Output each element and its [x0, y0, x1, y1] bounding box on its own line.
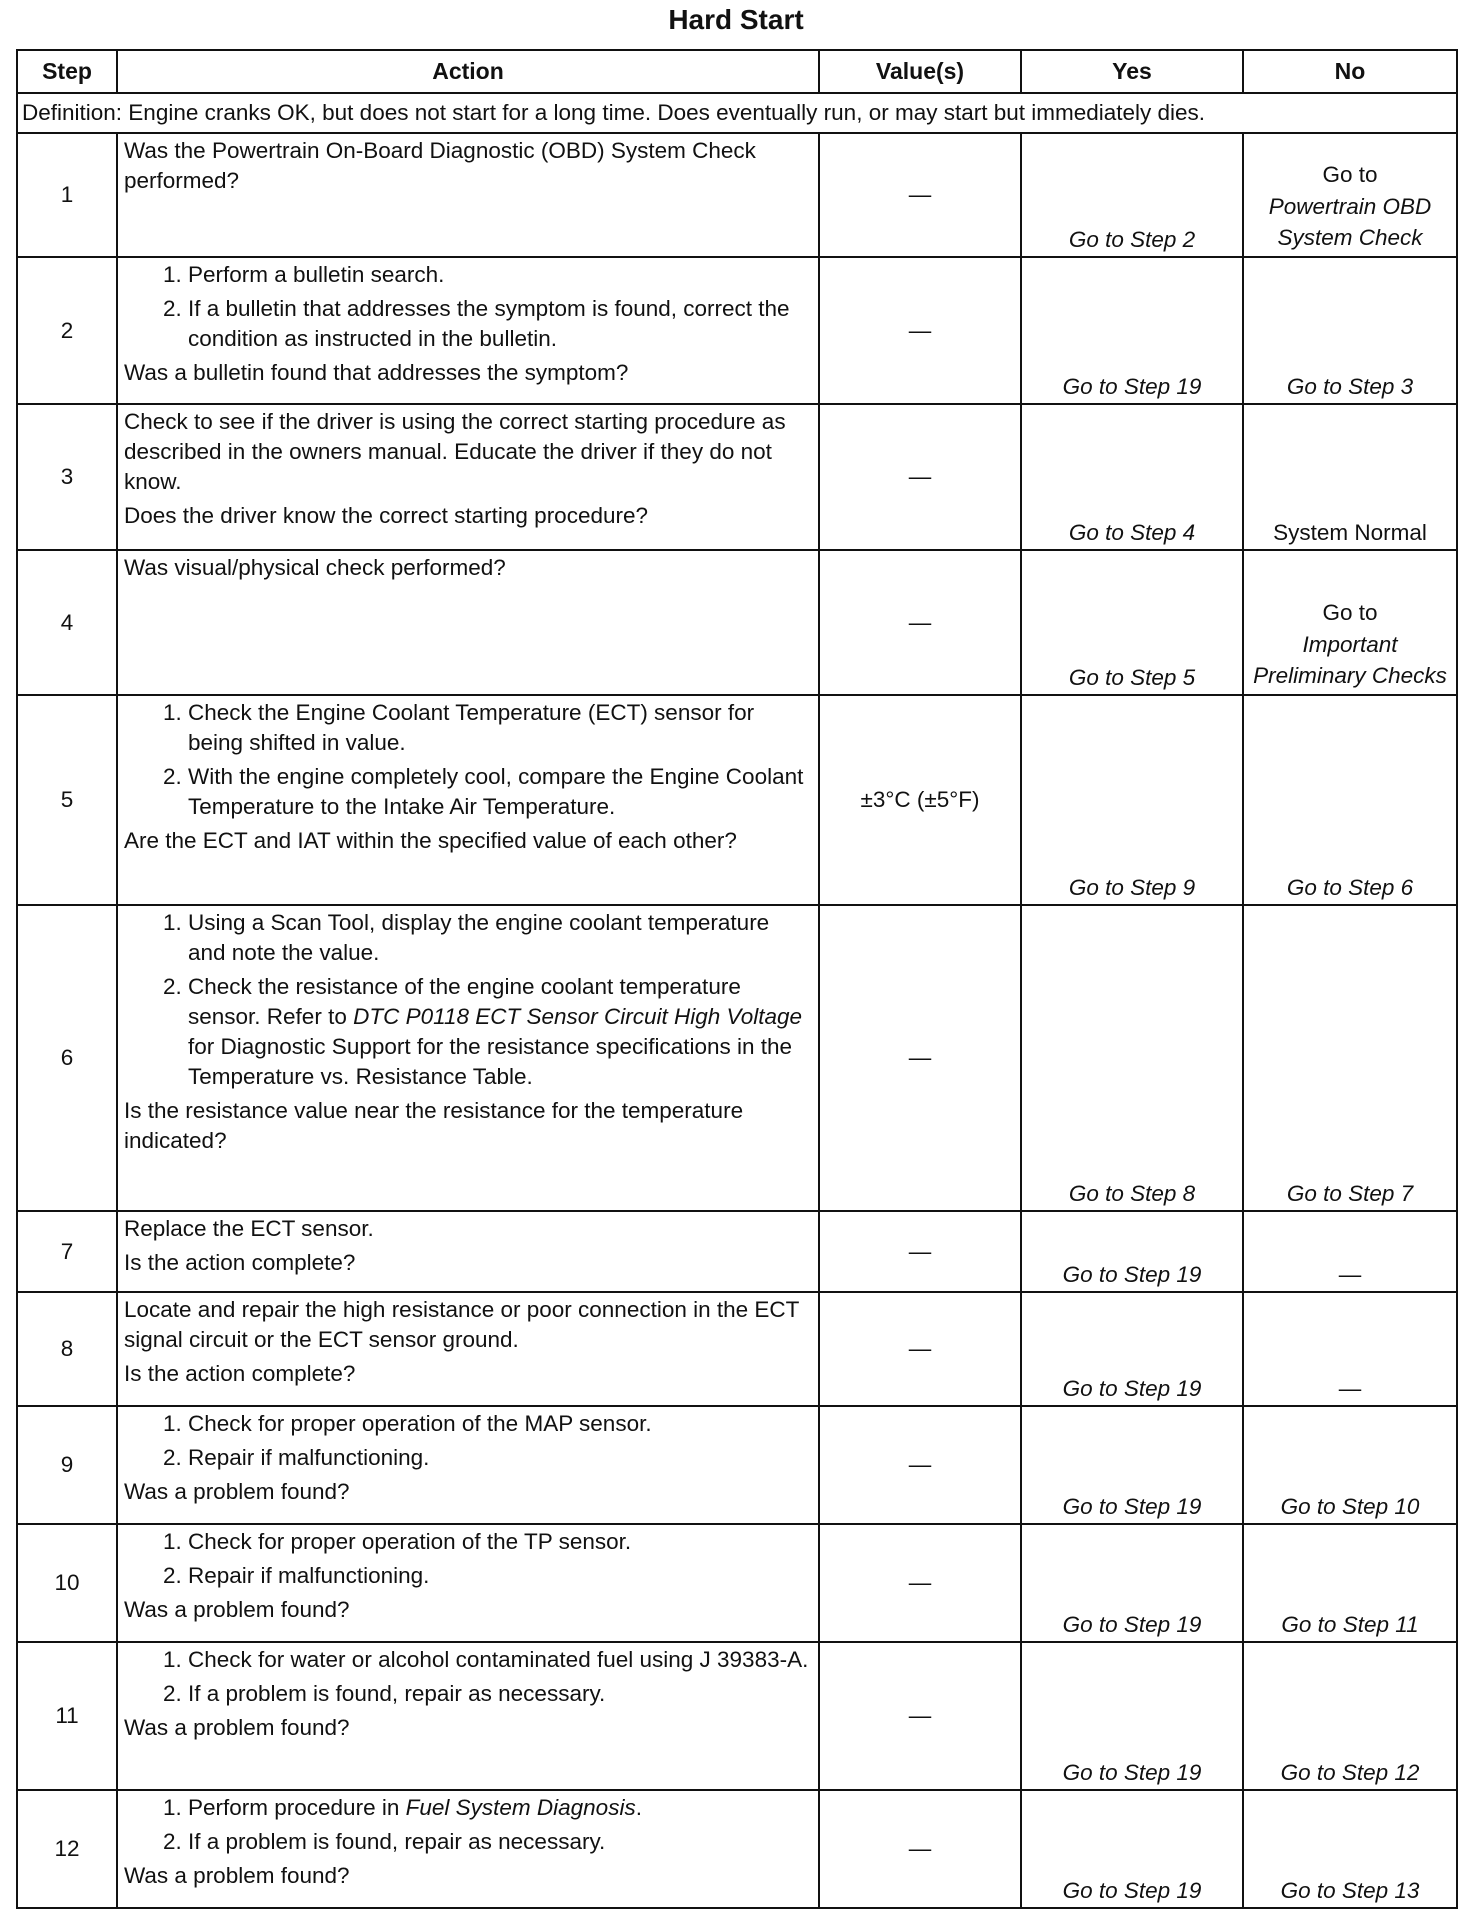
- table-row: [17, 1406, 1457, 1524]
- header-step: Step: [17, 50, 117, 93]
- page-title: Hard Start: [668, 4, 804, 35]
- yes-cell: Go to Step 19: [1021, 1211, 1243, 1292]
- definition-row: [17, 93, 1457, 133]
- no-reference: Powertrain OBD System Check: [1268, 194, 1432, 250]
- table-row: [17, 1642, 1457, 1790]
- action-text: Was visual/physical check performed?: [124, 555, 506, 580]
- no-go-to: Go to: [1322, 162, 1378, 187]
- table-row: [17, 257, 1457, 404]
- no-cell: Go to Step 6: [1243, 695, 1457, 905]
- action-text: Locate and repair the high resistance or poor connection in the ECT signal circuit or the ECT sensor ground.: [124, 1297, 799, 1352]
- value-cell: —: [819, 257, 1021, 404]
- step-number: 5: [17, 695, 117, 905]
- action-text: Was the Powertrain On-Board Diagnostic (OBD) System Check performed?: [124, 138, 756, 193]
- step-number: 1: [17, 133, 117, 257]
- yes-cell: Go to Step 19: [1021, 257, 1243, 404]
- value-cell: —: [819, 133, 1021, 257]
- action-item: 2. If a bulletin that addresses the symptom is found, correct the condition as instructed in the bulletin.: [188, 294, 812, 354]
- action-item: [188, 1793, 812, 1823]
- action-item: 2. If a problem is found, repair as necessary.: [188, 1827, 812, 1857]
- dtc-reference-link[interactable]: DTC P0118 ECT Sensor Circuit High Voltage: [353, 1004, 803, 1029]
- no-cell: Go to Step 7: [1243, 905, 1457, 1211]
- step-number: 12: [17, 1790, 117, 1908]
- action-question: Are the ECT and IAT within the specified value of each other?: [124, 828, 737, 853]
- no-cell: [1243, 550, 1457, 695]
- no-cell: [1243, 133, 1457, 257]
- value-cell: —: [819, 404, 1021, 550]
- action-item: [188, 972, 812, 1092]
- action-question: Does the driver know the correct starting procedure?: [124, 503, 649, 528]
- no-cell: Go to Step 11: [1243, 1524, 1457, 1642]
- action-cell: [117, 257, 819, 404]
- step-number: 9: [17, 1406, 117, 1524]
- no-cell: Go to Step 3: [1243, 257, 1457, 404]
- table-row: [17, 550, 1457, 695]
- action-text: Replace the ECT sensor.: [124, 1216, 374, 1241]
- yes-cell: Go to Step 19: [1021, 1292, 1243, 1406]
- fuel-system-diagnosis-link[interactable]: Fuel System Diagnosis: [405, 1795, 636, 1820]
- step-number: 7: [17, 1211, 117, 1292]
- step-number: 8: [17, 1292, 117, 1406]
- step-number: 2: [17, 257, 117, 404]
- action-item-text: for Diagnostic Support for the resistance specifications in the Temperature vs. Resistance Table.: [188, 1034, 793, 1089]
- action-cell: [117, 1642, 819, 1790]
- action-item-text: Perform procedure in: [188, 1795, 406, 1820]
- table-row: [17, 1790, 1457, 1908]
- table-row: [17, 905, 1457, 1211]
- step-number: 6: [17, 905, 117, 1211]
- no-cell: Go to Step 12: [1243, 1642, 1457, 1790]
- action-cell: [117, 905, 819, 1211]
- action-cell: [117, 550, 819, 695]
- action-question: Was a problem found?: [124, 1597, 350, 1622]
- no-reference: Important Preliminary Checks: [1253, 632, 1447, 688]
- no-cell: Go to Step 10: [1243, 1406, 1457, 1524]
- action-question: Is the action complete?: [124, 1250, 356, 1275]
- action-item: 1. Using a Scan Tool, display the engine coolant temperature and note the value.: [188, 908, 812, 968]
- action-cell: [117, 1524, 819, 1642]
- value-cell: —: [819, 1524, 1021, 1642]
- table-row: [17, 133, 1457, 257]
- action-cell: [117, 1211, 819, 1292]
- action-item: 2. Repair if malfunctioning.: [188, 1443, 812, 1473]
- step-number: 3: [17, 404, 117, 550]
- action-item-text: Check the resistance of the engine coolant temperature sensor. Refer to: [188, 974, 741, 1029]
- value-cell: —: [819, 550, 1021, 695]
- action-question: Was a problem found?: [124, 1479, 350, 1504]
- no-cell: System Normal: [1243, 404, 1457, 550]
- yes-cell: Go to Step 9: [1021, 695, 1243, 905]
- header-row: [17, 50, 1457, 93]
- action-question: Is the resistance value near the resistance for the temperature indicated?: [124, 1098, 744, 1153]
- no-cell: Go to Step 13: [1243, 1790, 1457, 1908]
- action-item: 1. Perform a bulletin search.: [188, 260, 812, 290]
- yes-cell: Go to Step 5: [1021, 550, 1243, 695]
- table-row: [17, 404, 1457, 550]
- diagnostic-table: [16, 49, 1458, 1909]
- yes-cell: Go to Step 8: [1021, 905, 1243, 1211]
- action-cell: [117, 133, 819, 257]
- value-cell: —: [819, 1292, 1021, 1406]
- action-cell: [117, 404, 819, 550]
- action-question: Was a problem found?: [124, 1863, 350, 1888]
- definition-text: Definition: Engine cranks OK, but does not start for a long time. Does eventually run, or may start but immediately dies.: [17, 93, 1457, 133]
- value-cell: —: [819, 905, 1021, 1211]
- yes-cell: Go to Step 19: [1021, 1790, 1243, 1908]
- value-cell: ±3°C (±5°F): [819, 695, 1021, 905]
- yes-cell: Go to Step 2: [1021, 133, 1243, 257]
- action-item: 1. Check for proper operation of the MAP sensor.: [188, 1409, 812, 1439]
- header-action: Action: [117, 50, 819, 93]
- action-item-text: .: [635, 1795, 642, 1820]
- header-yes: Yes: [1021, 50, 1243, 93]
- yes-cell: Go to Step 19: [1021, 1406, 1243, 1524]
- yes-cell: Go to Step 4: [1021, 404, 1243, 550]
- action-item: 2. If a problem is found, repair as necessary.: [188, 1679, 812, 1709]
- action-text: Check to see if the driver is using the correct starting procedure as described in the owners manual. Educate the driver if they do not know.: [124, 409, 786, 494]
- yes-cell: Go to Step 19: [1021, 1524, 1243, 1642]
- step-number: 10: [17, 1524, 117, 1642]
- table-row: [17, 1211, 1457, 1292]
- action-cell: [117, 695, 819, 905]
- header-values: Value(s): [819, 50, 1021, 93]
- action-question: Was a problem found?: [124, 1715, 350, 1740]
- action-item: 2. Repair if malfunctioning.: [188, 1561, 812, 1591]
- value-cell: —: [819, 1211, 1021, 1292]
- action-question: Was a bulletin found that addresses the symptom?: [124, 360, 629, 385]
- step-number: 11: [17, 1642, 117, 1790]
- table-row: [17, 695, 1457, 905]
- action-item: 2. With the engine completely cool, compare the Engine Coolant Temperature to the Intake Air Temperature.: [188, 762, 812, 822]
- action-question: Is the action complete?: [124, 1361, 356, 1386]
- step-number: 4: [17, 550, 117, 695]
- value-cell: —: [819, 1790, 1021, 1908]
- no-go-to: Go to: [1322, 600, 1378, 625]
- action-item: 1. Check for proper operation of the TP sensor.: [188, 1527, 812, 1557]
- no-cell: —: [1243, 1211, 1457, 1292]
- action-cell: [117, 1790, 819, 1908]
- action-cell: [117, 1292, 819, 1406]
- table-row: [17, 1524, 1457, 1642]
- no-cell: —: [1243, 1292, 1457, 1406]
- table-row: [17, 1292, 1457, 1406]
- action-cell: [117, 1406, 819, 1524]
- value-cell: —: [819, 1642, 1021, 1790]
- yes-cell: Go to Step 19: [1021, 1642, 1243, 1790]
- action-item: 1. Check for water or alcohol contaminated fuel using J 39383-A.: [188, 1645, 812, 1675]
- header-no: No: [1243, 50, 1457, 93]
- action-item: 1. Check the Engine Coolant Temperature (ECT) sensor for being shifted in value.: [188, 698, 812, 758]
- value-cell: —: [819, 1406, 1021, 1524]
